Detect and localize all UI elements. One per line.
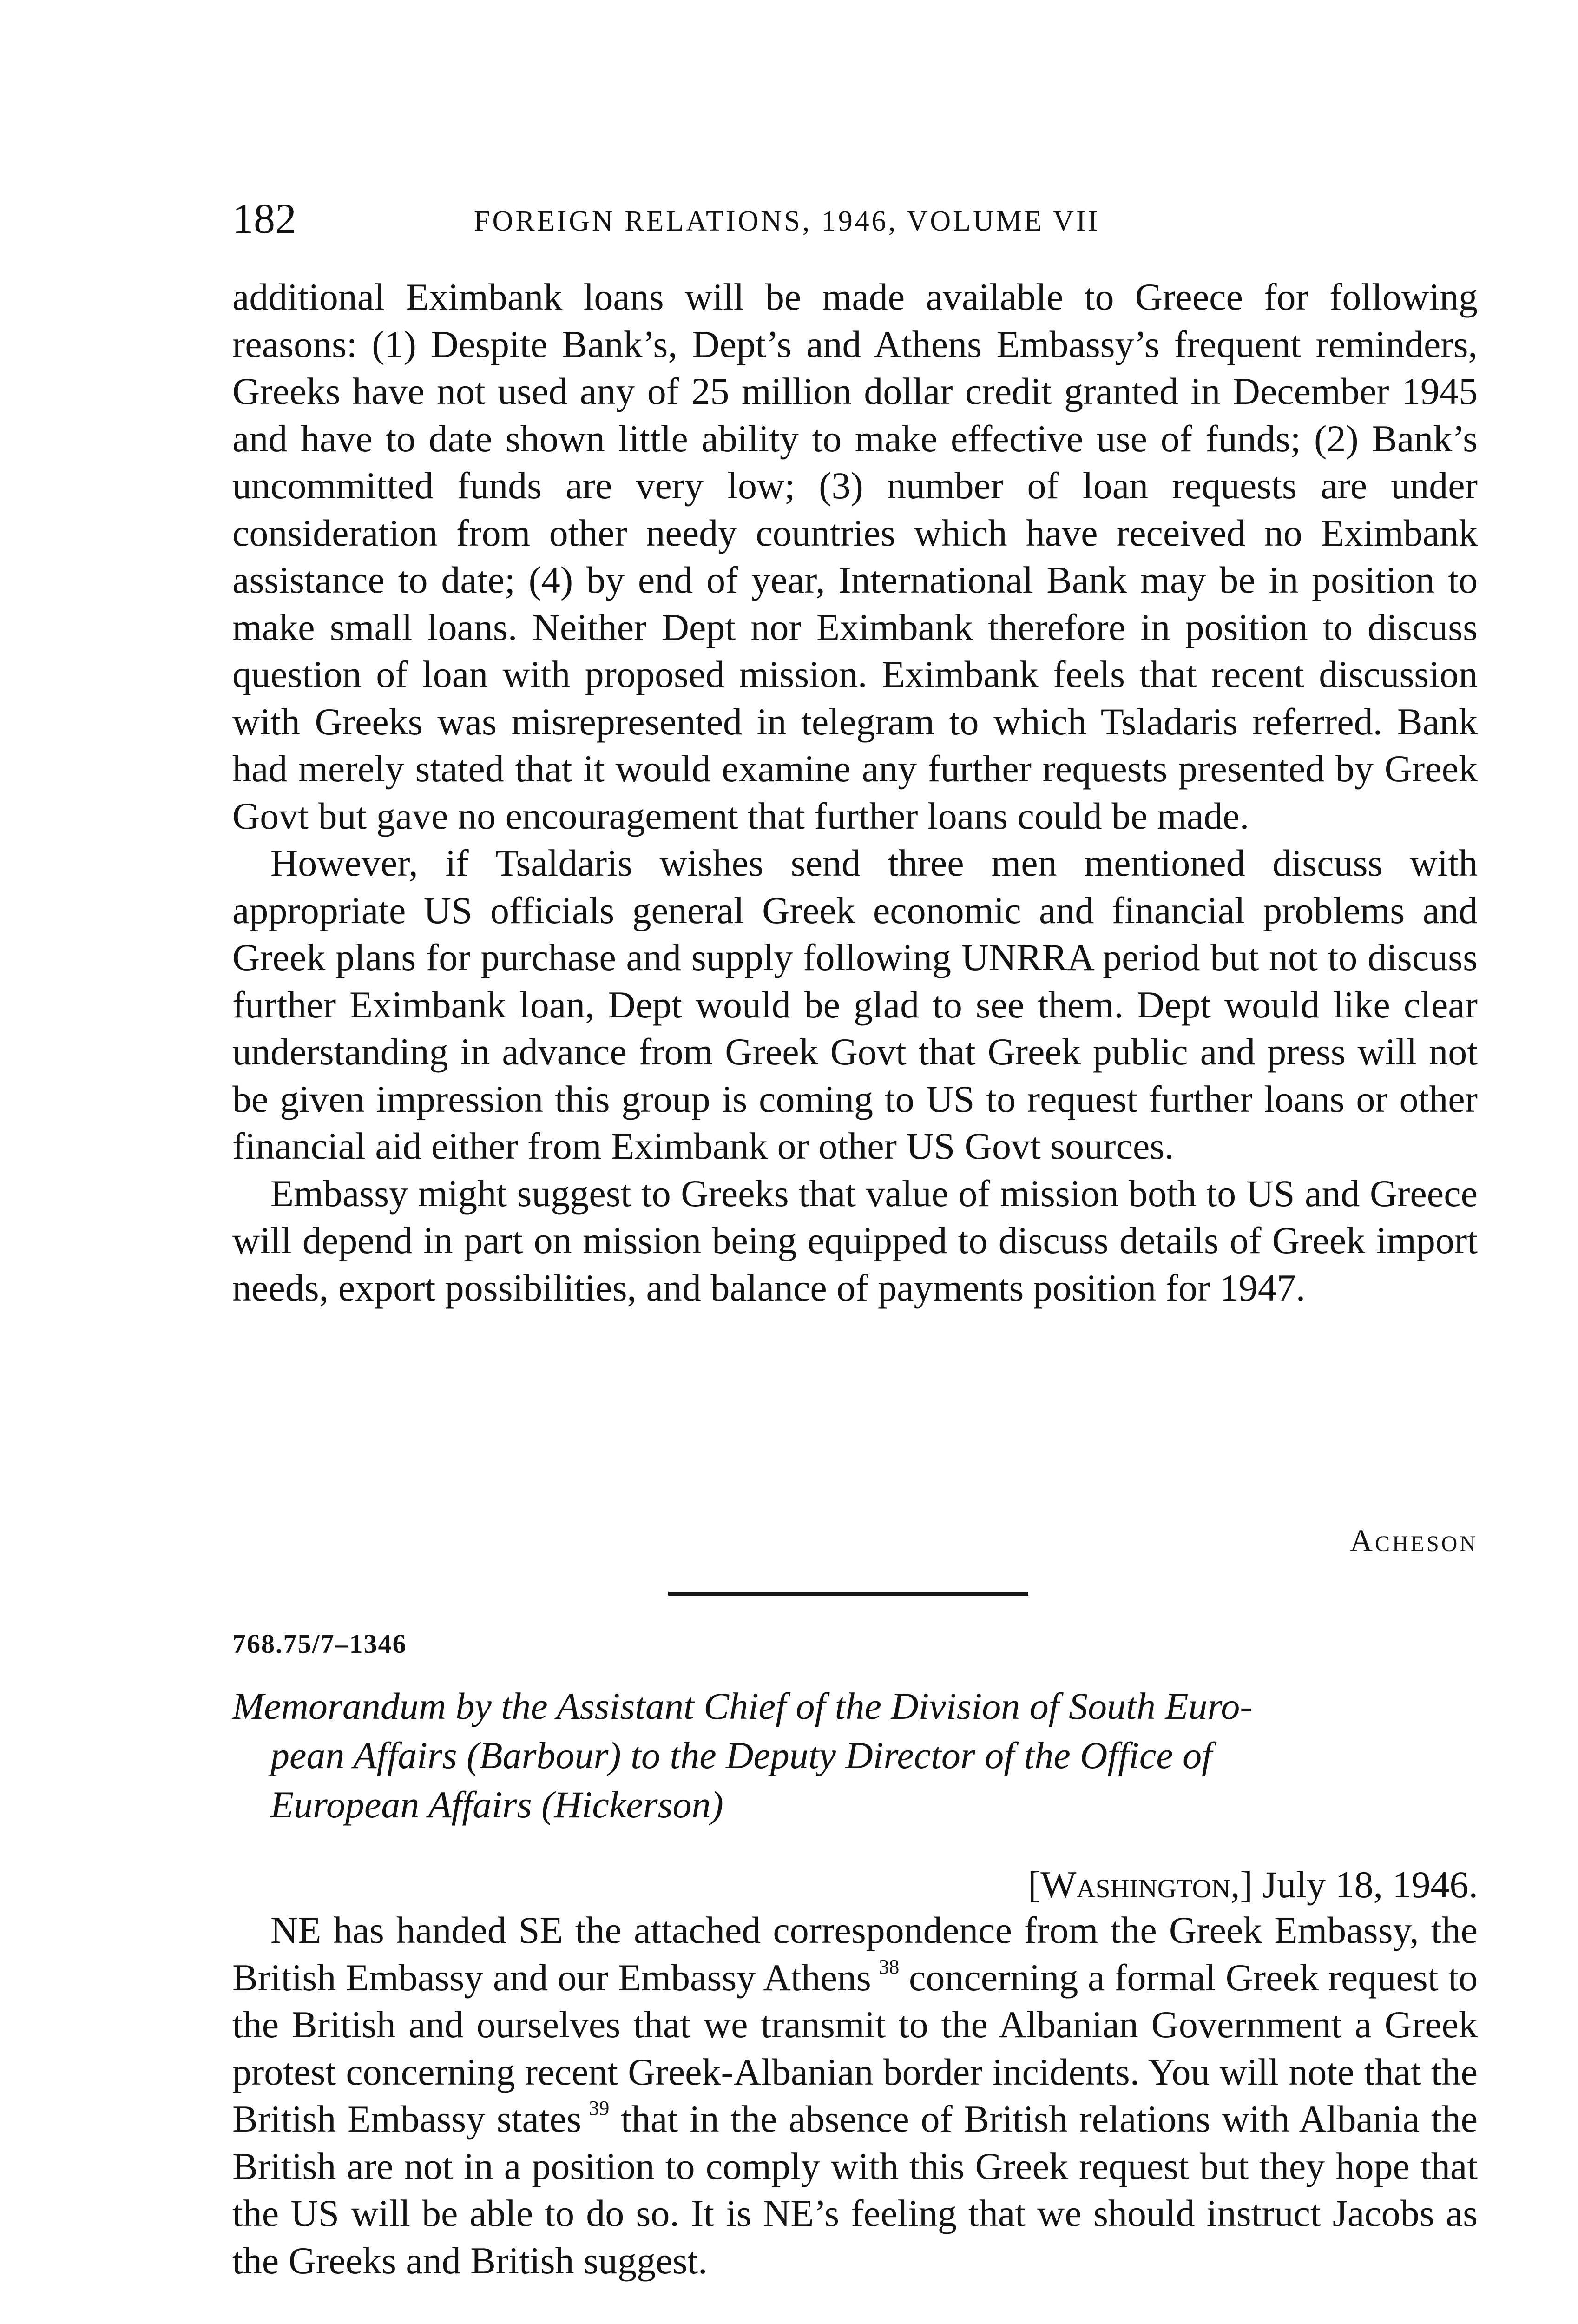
footnote-reference-39[interactable]: 39 — [589, 2097, 610, 2119]
telegram-body — [232, 273, 1478, 1311]
section-divider — [668, 1592, 1028, 1596]
dateline-place: [Washington,] — [1027, 1863, 1253, 1906]
page-number: 182 — [232, 195, 296, 242]
file-number: 768.75/7–1346 — [232, 1629, 407, 1659]
page-header — [232, 195, 1487, 246]
telegram-paragraph-2: However, if Tsaldaris wishes send three men mentioned discuss with appropriate US officials general Greek economic and financial problems and Greek plans for purchase and supply following UNRRA period but not to discuss further Eximbank loan, Dept would be glad to see them. Dept would like clear understanding in advance from Greek Govt that Greek public and press will not be given impression this group is coming to US to request further loans or other financial aid either from Eximbank or other US Govt sources. — [232, 842, 1478, 1167]
memorandum-title-line-2: pean Affairs (Barbour) to the Deputy Director of the Office of — [270, 1734, 1212, 1776]
memorandum-text-part-3: that in the absence of British relations with Albania the British are not in a position to comply with this Greek request but they hope that the US will be able to do so. It is NE’s feeling that we should instruct Jacobs as the Greeks and British suggest. — [232, 2098, 1478, 2282]
memorandum-body — [232, 1907, 1478, 2284]
dateline-date: July 18, 1946. — [1262, 1863, 1478, 1906]
memorandum-title-line-1: Memorandum by the Assistant Chief of the Division of South Euro- — [232, 1685, 1253, 1727]
memorandum-text-part-2: concerning a formal Greek request to the British and ourselves that we transmit to the Albanian Government a Greek protest concerning recent Greek-Albanian border incidents. You will note that the British Embassy states — [232, 1956, 1478, 2140]
telegram-paragraph-1: additional Eximbank loans will be made available to Greece for following reasons: (1) Despite Bank’s, Dept’s and Athens Embassy’s frequent reminders, Greeks have not used any of 25 million dollar credit granted in December 1945 and have to date shown little ability to make effective use of funds; (2) Bank’s uncommitted funds are very low; (3) number of loan requests are under consideration from other needy countries which have received no Eximbank assistance to date; (4) by end of year, International Bank may be in position to make small loans. Neither Dept nor Eximbank therefore in position to discuss question of loan with proposed mission. Eximbank feels that recent discussion with Greeks was misrepresented in telegram to which Tsladaris referred. Bank had merely stated that it would examine any further requests presented by Greek Govt but gave no encouragement that further loans could be made. — [232, 276, 1478, 837]
footnote-reference-38[interactable]: 38 — [879, 1955, 900, 1978]
memorandum-paragraph — [232, 1907, 1478, 2284]
memorandum-title-line-3: European Affairs (Hickerson) — [270, 1783, 723, 1826]
running-head: FOREIGN RELATIONS, 1946, VOLUME VII — [474, 205, 1100, 237]
memorandum-text-part-1: NE has handed SE the attached correspondence from the Greek Embassy, the British Embassy and our Embassy Athens — [232, 1909, 1478, 1999]
memorandum-title — [232, 1682, 1478, 1829]
telegram-paragraph-3: Embassy might suggest to Greeks that value of mission both to US and Greece will depend in part on mission being equipped to discuss details of Greek import needs, export possibilities, and balance of payments position for 1947. — [232, 1172, 1478, 1309]
signature-acheson: Acheson — [1349, 1523, 1478, 1558]
dateline — [1028, 1862, 1478, 1908]
